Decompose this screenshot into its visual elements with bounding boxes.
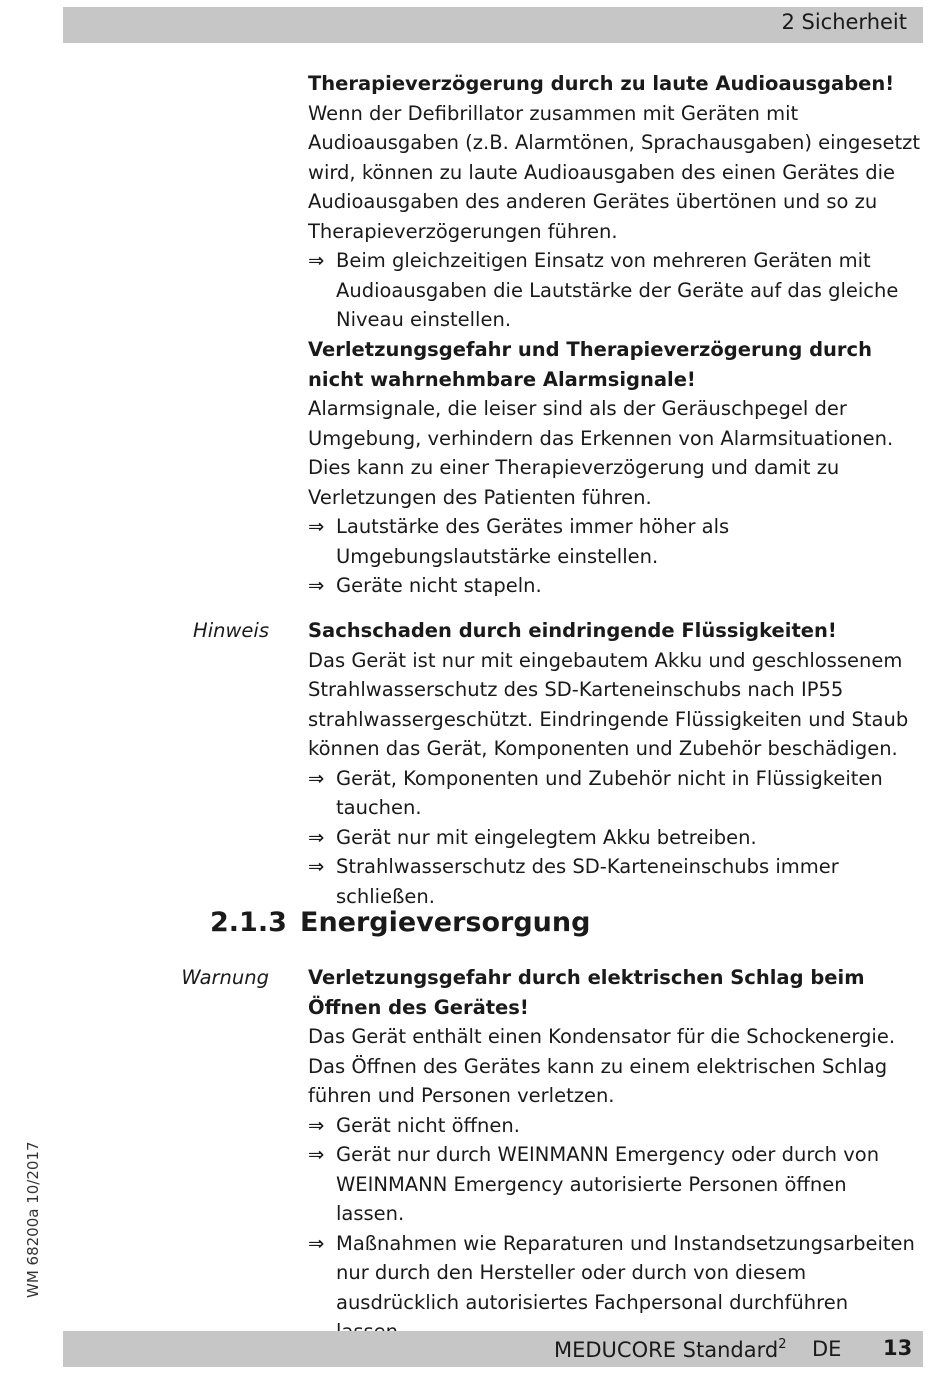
arrow-icon: ⇒ xyxy=(308,825,325,849)
list-item: ⇒ Geräte nicht stapeln. xyxy=(308,571,920,601)
warning-block-audio xyxy=(308,69,920,335)
product-superscript: 2 xyxy=(778,1337,787,1352)
chapter-title: 2 Sicherheit xyxy=(781,10,907,34)
list-item: ⇒ Beim gleichzeitigen Einsatz von mehreren Geräten mit Audioausgaben die Lautstärke der Geräte auf das gleiche Niveau einstellen. xyxy=(308,246,920,335)
arrow-icon: ⇒ xyxy=(308,1143,325,1166)
list-item: ⇒ Lautstärke des Gerätes immer höher als Umgebungslautstärke einstellen. xyxy=(308,512,920,571)
arrow-icon: ⇒ xyxy=(308,574,325,597)
list-item: ⇒ Gerät nur mit eingelegtem Akku betreiben. xyxy=(308,823,920,853)
block-body: Wenn der Defibrillator zusammen mit Geräten mit Audioausgaben (z.B. Alarmtönen, Sprachausgaben) eingesetzt wird, können zu laute Audioausgaben des einen Gerätes die Audioausgaben des anderen Gerätes übertönen und so zu Therapieverzögerungen führen. xyxy=(308,101,921,243)
list-item: ⇒ Gerät nur durch WEINMANN Emergency oder durch von WEINMANN Emergency autorisierte Personen öffnen lassen. xyxy=(308,1140,920,1229)
arrow-icon: ⇒ xyxy=(308,515,325,538)
warnung-label: Warnung xyxy=(181,966,269,989)
arrow-icon: ⇒ xyxy=(308,1113,325,1137)
list-item: ⇒ Strahlwasserschutz des SD-Karteneinschubs immer schließen. xyxy=(308,852,920,911)
block-title: Sachschaden durch eindringende Flüssigkeiten! xyxy=(308,619,837,642)
instruction-list xyxy=(308,764,920,912)
page-number: 13 xyxy=(883,1336,913,1360)
list-item: ⇒ Gerät nicht öffnen. xyxy=(308,1111,920,1141)
block-title: Verletzungsgefahr durch elektrischen Schlag beim Öffnen des Gerätes! xyxy=(308,966,865,1019)
section-number: 2.1.3 xyxy=(210,907,287,938)
notice-block-liquids xyxy=(308,616,920,911)
section-heading xyxy=(210,907,590,938)
footer-bar xyxy=(63,1331,923,1367)
block-body: Alarmsignale, die leiser sind als der Geräuschpegel der Umgebung, verhindern das Erkennen von Alarmsituationen. Dies kann zu einer Therapieverzögerung und damit zu Verletzungen des Patienten führen. xyxy=(308,397,894,509)
arrow-icon: ⇒ xyxy=(308,855,325,878)
language-code: DE xyxy=(812,1337,842,1361)
instruction-list xyxy=(308,1111,920,1347)
document-code: WM 68200a 10/2017 xyxy=(24,1141,42,1298)
instruction-list xyxy=(308,512,920,601)
arrow-icon: ⇒ xyxy=(308,766,325,790)
instruction-list xyxy=(308,246,920,335)
block-title: Verletzungsgefahr und Therapieverzögerung durch nicht wahrnehmbare Alarmsignale! xyxy=(308,338,872,391)
list-item: ⇒ Maßnahmen wie Reparaturen und Instandsetzungsarbeiten nur durch den Hersteller oder durch von diesem ausdrücklich autorisiertes Fachpersonal durchführen xyxy=(308,1229,920,1347)
list-item: ⇒ Gerät, Komponenten und Zubehör nicht in Flüssigkeiten tauchen. xyxy=(308,764,920,823)
arrow-icon: ⇒ xyxy=(308,249,325,272)
header-bar xyxy=(63,7,923,43)
warning-block-alarm xyxy=(308,335,920,601)
product-name: MEDUCORE Standard$^2$ xyxy=(554,1337,787,1362)
arrow-icon: ⇒ xyxy=(308,1231,325,1255)
block-title: Therapieverzögerung durch zu laute Audioausgaben! xyxy=(308,72,895,95)
block-body: Das Gerät ist nur mit eingebautem Akku und geschlossenem Strahlwasserschutz des SD-Karteneinschubs nach IP55 strahlwassergeschützt. Eindringende Flüssigkeiten und Staub können das Gerät, Komponenten und Zubehör beschädigen. xyxy=(308,648,909,760)
hinweis-label: Hinweis xyxy=(193,619,269,642)
section-title: Energieversorgung xyxy=(300,907,591,938)
warning-block-electric xyxy=(308,963,920,1347)
block-body: Das Gerät enthält einen Kondensator für die Schockenergie. Das Öffnen des Gerätes kann zu einem elektrischen Schlag führen und Personen verletzen. xyxy=(308,1025,896,1107)
